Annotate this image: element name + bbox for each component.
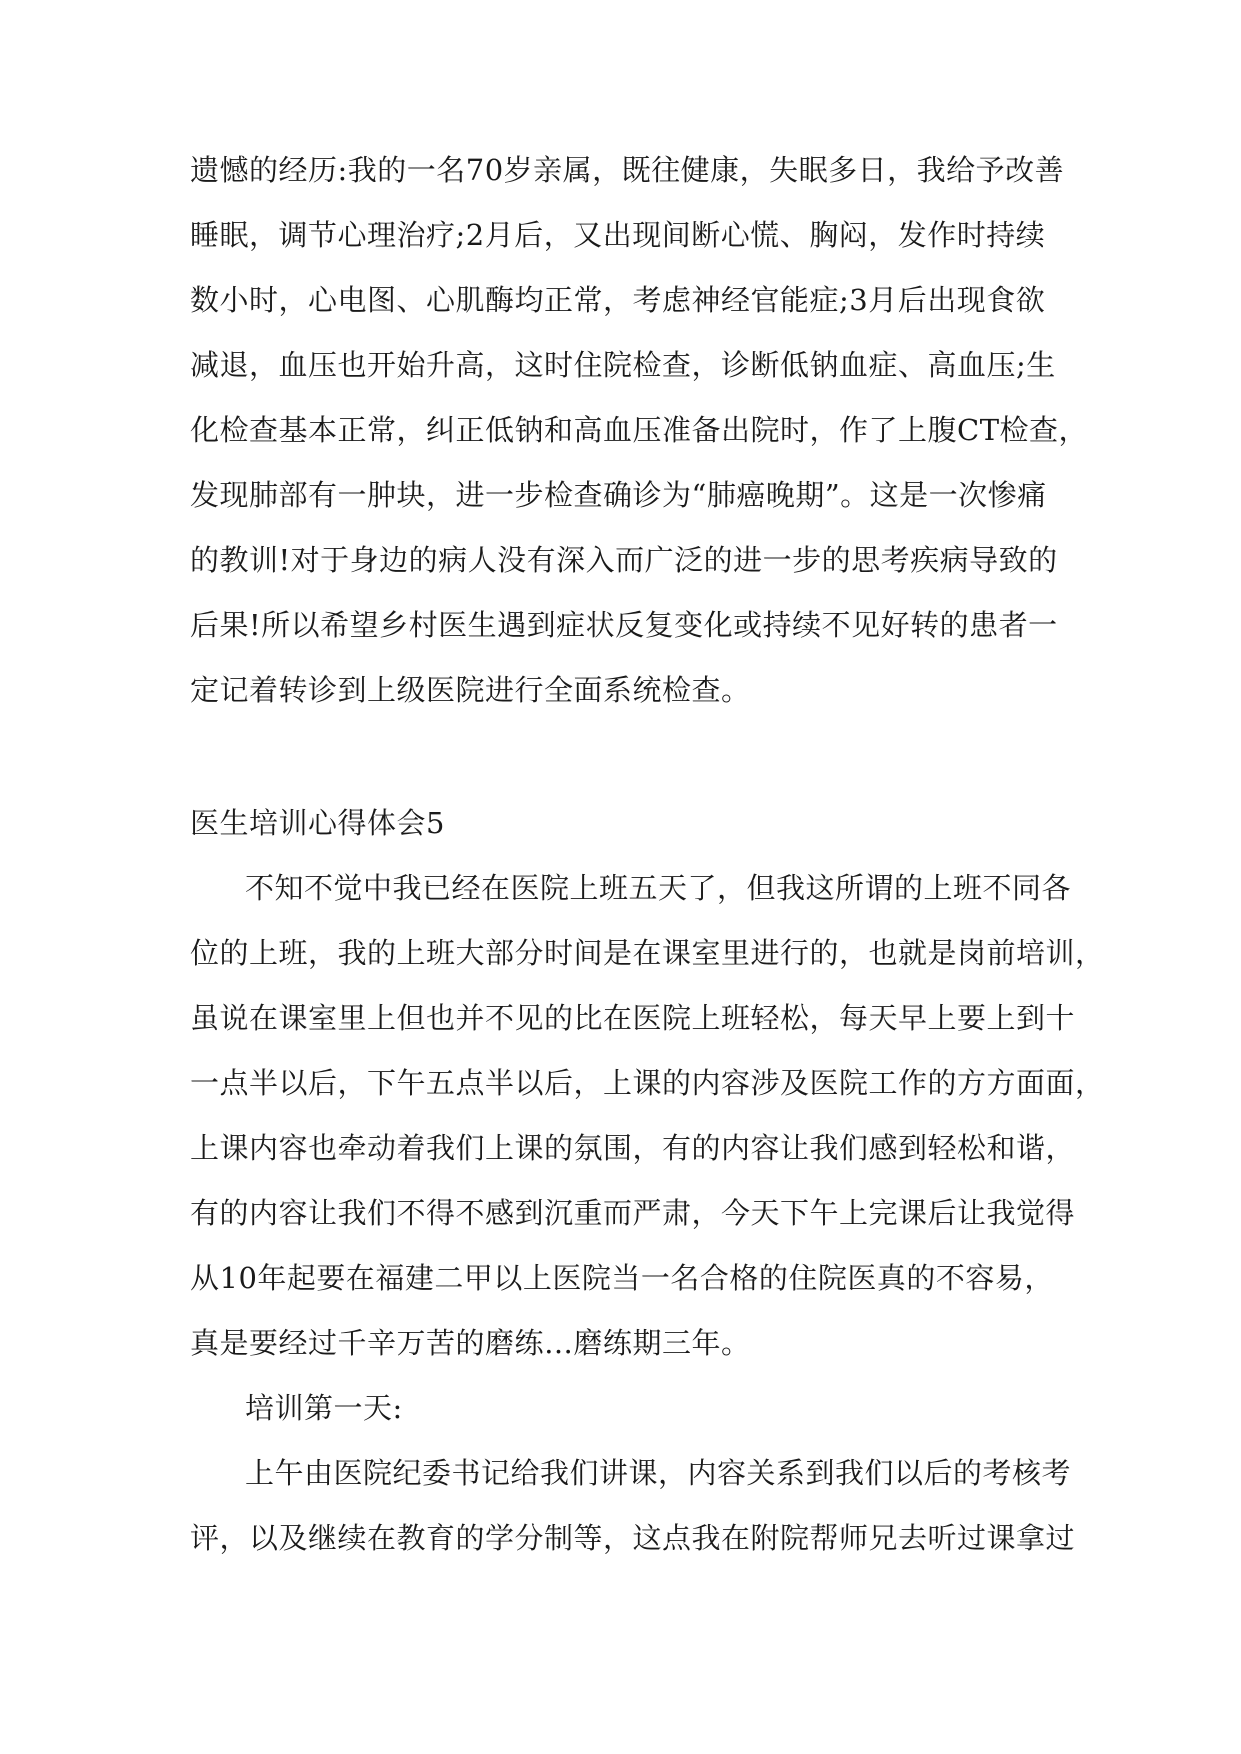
paragraph-line: 减退，血压也开始升高，这时住院检查，诊断低钠血症、高血压;生 — [190, 348, 1056, 382]
paragraph-line: 从10年起要在福建二甲以上医院当一名合格的住院医真的不容易， — [190, 1261, 1054, 1295]
paragraph-line: 遗憾的经历:我的一名70岁亲属，既往健康，失眠多日，我给予改善 — [190, 153, 1065, 187]
paragraph-line: 数小时，心电图、心肌酶均正常，考虑神经官能症;3月后出现食欲 — [190, 283, 1046, 317]
section-title: 医生培训心得体会5 — [190, 806, 445, 840]
paragraph-line: 位的上班，我的上班大部分时间是在课室里进行的，也就是岗前培训， — [190, 936, 1105, 970]
paragraph-line: 定记着转诊到上级医院进行全面系统检查。 — [190, 673, 751, 707]
paragraph-line: 的教训!对于身边的病人没有深入而广泛的进一步的思考疾病导致的 — [190, 543, 1058, 577]
paragraph-line: 不知不觉中我已经在医院上班五天了，但我这所谓的上班不同各 — [245, 871, 1072, 905]
paragraph-line: 后果!所以希望乡村医生遇到症状反复变化或持续不见好转的患者一 — [190, 608, 1058, 642]
day-heading: 培训第一天: — [245, 1391, 403, 1425]
paragraph-line: 一点半以后，下午五点半以后，上课的内容涉及医院工作的方方面面， — [190, 1066, 1105, 1100]
paragraph-line: 上午由医院纪委书记给我们讲课，内容关系到我们以后的考核考 — [245, 1456, 1072, 1490]
paragraph-line: 有的内容让我们不得不感到沉重而严肃，今天下午上完课后让我觉得 — [190, 1196, 1076, 1230]
paragraph-line: 睡眠，调节心理治疗;2月后，又出现间断心慌、胸闷，发作时持续 — [190, 218, 1046, 252]
paragraph-line: 上课内容也牵动着我们上课的氛围，有的内容让我们感到轻松和谐， — [190, 1131, 1076, 1165]
paragraph-line: 发现肺部有一肿块，进一步检查确诊为“肺癌晚期”。这是一次惨痛 — [190, 478, 1047, 512]
paragraph-line: 化检查基本正常，纠正低钠和高血压准备出院时，作了上腹CT检查， — [190, 413, 1089, 447]
paragraph-line: 评，以及继续在教育的学分制等，这点我在附院帮师兄去听过课拿过 — [190, 1521, 1076, 1555]
paragraph-line: 真是要经过千辛万苦的磨练…磨练期三年。 — [190, 1326, 751, 1360]
paragraph-line: 虽说在课室里上但也并不见的比在医院上班轻松，每天早上要上到十 — [190, 1001, 1076, 1035]
